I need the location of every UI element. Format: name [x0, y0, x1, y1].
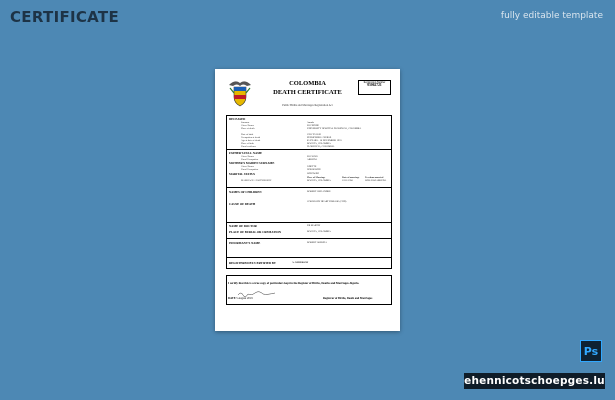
marriage-col-spouse: To whom married: [365, 175, 384, 179]
registration-number: 05062721: [367, 83, 382, 88]
field-label: Given Names: [241, 164, 255, 168]
date-label: DATE: [228, 297, 236, 300]
field-value: BOGOTA, COLOMBIA: [307, 142, 331, 145]
watermark-label: ehennicotschoepges.lu: [464, 375, 605, 387]
registrar-title: Registrar of Births, Death and Marriages: [323, 297, 373, 300]
section-header: INFORMANT'S NAME: [229, 241, 261, 245]
date-value: 5 August 2019: [236, 297, 253, 300]
registration-label: Registration Number: [363, 81, 386, 84]
section-deceased: [226, 115, 392, 150]
field-label: Usual Occupation: [241, 167, 259, 171]
field-value: ROBERT AND ANDRE: [307, 190, 331, 193]
marriage-place: BOGOTA, COLOMBIA: [307, 179, 331, 182]
certificate-heading: [255, 80, 360, 97]
registry-office: Public Births and Marriages Registration Act: [282, 104, 333, 107]
section-registrar: [226, 257, 392, 269]
field-label: Age at date of death: [241, 139, 261, 142]
certify-statement: I certify that this is a true copy of particulars kept in the Register of Births, Deaths and Marriages Algeria.: [228, 281, 360, 285]
field-label: Date of birth: [241, 133, 254, 136]
field-label: Place of death: [241, 127, 255, 130]
field-value: FLORENCIA, COLOMBIA: [307, 145, 335, 148]
field-value: A. ANDERSON: [292, 261, 309, 264]
field-label: Occupation at death: [241, 136, 261, 139]
marriage-date: 12/11/1950: [342, 179, 353, 182]
field-label: Usual Occupation: [241, 157, 259, 161]
section-header: MOTHER'S MAIDEN SURNAME: [229, 161, 275, 165]
field-label: Usual residence: [241, 145, 257, 148]
field-value: PENSIONERS / NURSE: [307, 136, 332, 139]
section-parents: [226, 149, 392, 188]
field-label: MARRIAGE / PARTNERSHIP: [241, 179, 272, 182]
section-doctor: [226, 222, 392, 239]
field-value: ARRUDA: [307, 157, 318, 161]
section-header: MARITAL STATUS: [229, 172, 256, 176]
section-cause: [226, 187, 392, 223]
document-title: DEATH CERTIFICATE: [273, 88, 342, 96]
field-value: DR MARTIN: [307, 224, 321, 227]
page-title: CERTIFICATE: [10, 8, 120, 26]
field-value: CORONARY HEART DISEASE (CHD): [307, 200, 347, 203]
section-header: PLACE OF BURIAL OR CREMATION: [229, 230, 282, 234]
field-value: 1933 TO 2019: [307, 133, 321, 136]
section-header: NAMES OF CHILDREN: [229, 190, 262, 194]
marriage-col-place: Place of Marriage: [307, 175, 326, 179]
section-header: DECEASED: [229, 117, 246, 121]
certificate-document: [215, 69, 400, 331]
field-value: LUCIENNE: [307, 124, 319, 127]
marriage-spouse: WILLIAM ARRUDA: [365, 179, 387, 182]
field-value: HOUSEWIFE: [307, 167, 321, 171]
section-informant: [226, 238, 392, 258]
field-value: LUCIANO: [307, 154, 318, 158]
marriage-col-date: Date of marriage: [342, 175, 360, 179]
field-value: ODETTE: [307, 164, 317, 168]
photoshop-icon: Ps: [580, 340, 602, 362]
country-name: COLOMBIA: [289, 80, 326, 87]
page-subtitle: fully editable template: [500, 11, 603, 21]
field-value: WIDOWED: [307, 172, 319, 175]
field-label: Surname: [241, 121, 250, 124]
field-label: Given Names: [241, 124, 255, 127]
registration-box: [358, 80, 391, 95]
section-header: FATHER'S FULL NAME: [229, 151, 263, 155]
field-label: Place of birth: [241, 142, 254, 145]
field-value: BOGOTA, COLOMBIA: [307, 230, 331, 233]
section-certify: [226, 275, 392, 305]
section-header: NAME OF DOCTOR: [229, 224, 257, 228]
field-value: 85 YEARS - 10 NOVEMBER 1933: [307, 139, 342, 142]
field-value: Arruda: [307, 121, 314, 124]
section-header: REGISTERED BY/CERTIFIED BY: [229, 261, 276, 265]
field-label: Given Names: [241, 154, 255, 158]
field-value: UNIVERSITY HOSPITAL FLORENCIA, COLOMBIA: [307, 127, 362, 130]
field-value: ROBERT ARRUDA: [307, 241, 327, 244]
coat-of-arms-icon: [227, 79, 253, 109]
date-line: [228, 297, 253, 300]
section-header: CAUSE OF DEATH: [229, 202, 256, 206]
